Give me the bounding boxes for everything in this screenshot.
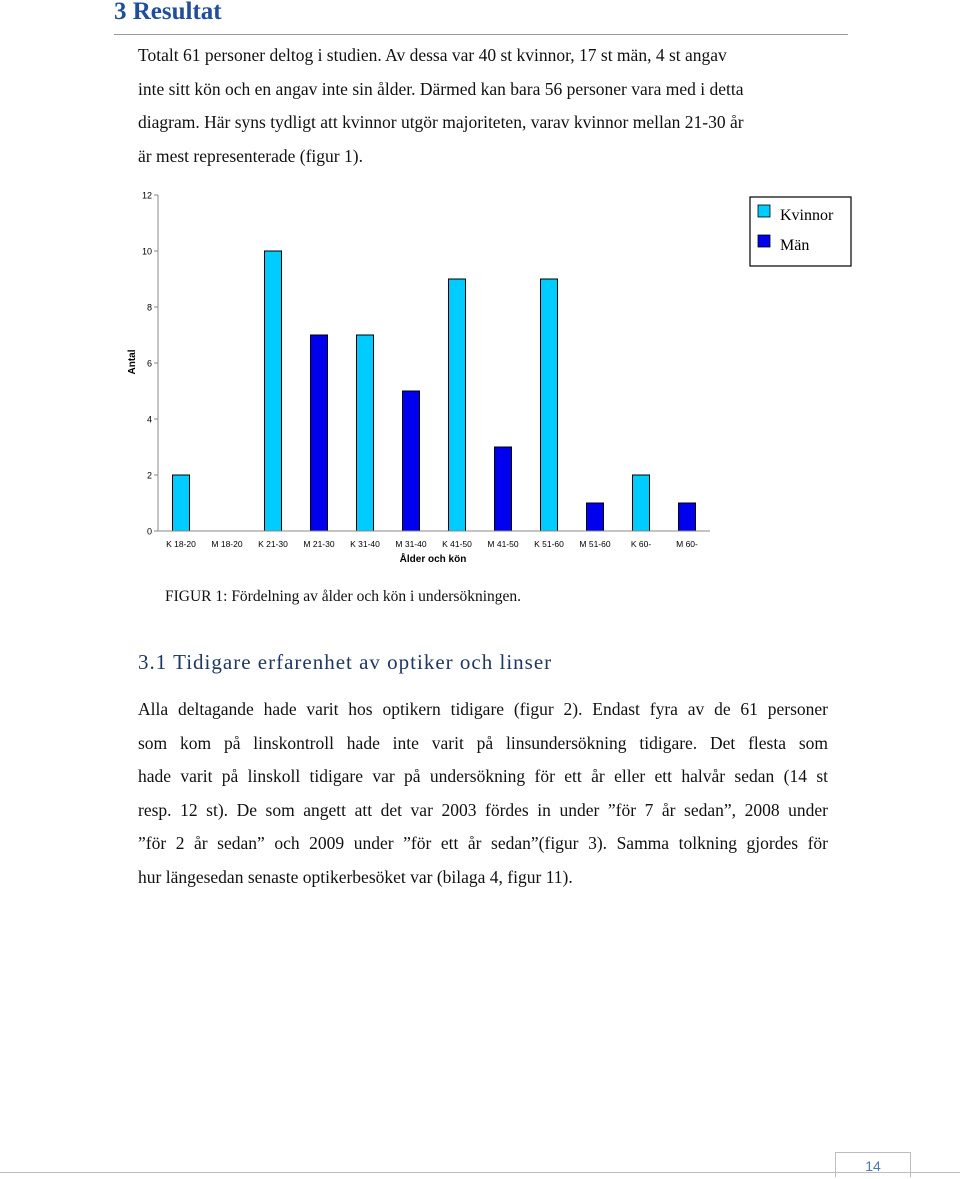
y-tick-label: 6 — [146, 358, 152, 369]
bar-m-41-50 — [495, 447, 512, 531]
legend-swatch-kvinnor — [758, 205, 770, 217]
bar-k-60 — [633, 475, 650, 531]
legend-label-kvinnor: Kvinnor — [780, 207, 834, 224]
bar-m-21-30 — [311, 335, 328, 531]
paragraph-line: resp. 12 st). De som angett att det var 2003 fördes in under ”för 7 år sedan”, 2008 under — [138, 799, 828, 820]
bar-k-21-30 — [265, 251, 282, 531]
x-tick-label: M 60- — [676, 539, 698, 549]
x-axis-label: Ålder och kön — [399, 554, 467, 565]
heading-rule — [114, 34, 848, 35]
paragraph-line: diagram. Här syns tydligt att kvinnor utgör majoriteten, varav kvinnor mellan 21-30 år — [138, 112, 744, 132]
figure-caption: FIGUR 1: Fördelning av ålder och kön i undersökningen. — [165, 588, 522, 605]
bar-m-51-60 — [587, 503, 604, 531]
legend-label-man: Män — [780, 237, 810, 254]
bar-m-31-40 — [403, 391, 420, 531]
y-tick-label: 12 — [141, 190, 152, 201]
y-tick-label: 0 — [146, 526, 152, 537]
bar-k-31-40 — [357, 335, 374, 531]
x-tick-label: K 41-50 — [442, 539, 472, 549]
x-tick-label: M 18-20 — [211, 539, 243, 549]
x-tick-label: K 51-60 — [534, 539, 564, 549]
x-tick-label: K 60- — [630, 539, 652, 549]
y-axis-label: Antal — [127, 349, 138, 375]
paragraph-line: hur längesedan senaste optikerbesöket var (bilaga 4, figur 11). — [138, 866, 573, 887]
paragraph-line: Alla deltagande hade varit hos optikern tidigare (figur 2). Endast fyra av de 61 personer — [138, 699, 828, 719]
paragraph-line: inte sitt kön och en angav inte sin ålder. Därmed kan bara 56 personer vara med i detta — [138, 78, 744, 99]
paragraph-line: Totalt 61 personer deltog i studien. Av dessa var 40 st kvinnor, 17 st män, 4 st angav — [138, 45, 727, 65]
x-tick-label: K 31-40 — [350, 539, 380, 549]
age-gender-bar-chart — [110, 180, 870, 580]
y-tick-label: 8 — [146, 302, 152, 313]
subsection-paragraph — [138, 693, 828, 894]
page-number: 14 — [835, 1152, 911, 1177]
legend-swatch-man — [758, 235, 770, 247]
paragraph-line: ”för 2 år sedan” och 2009 under ”för ett år sedan”(figur 3). Samma tolkning gjordes för — [138, 833, 828, 853]
x-tick-label: M 41-50 — [487, 539, 519, 549]
y-tick-label: 4 — [146, 414, 152, 425]
paragraph-line: är mest representerade (figur 1). — [138, 145, 363, 166]
y-tick-label: 10 — [141, 246, 152, 257]
bar-k-51-60 — [541, 279, 558, 531]
bar-k-41-50 — [449, 279, 466, 531]
bar-k-18-20 — [173, 475, 190, 531]
bar-m-60 — [679, 503, 696, 531]
chart-legend — [750, 197, 851, 266]
section-heading: 3 Resultat — [114, 0, 222, 25]
x-tick-label: K 18-20 — [166, 539, 196, 549]
x-tick-label: M 21-30 — [303, 539, 335, 549]
subsection-heading: 3.1 Tidigare erfarenhet av optiker och linser — [138, 650, 553, 674]
x-tick-label: M 51-60 — [579, 539, 611, 549]
intro-paragraph — [138, 39, 828, 173]
paragraph-line: hade varit på linskoll tidigare var på undersökning för ett år eller ett halvår sedan (14 st — [138, 766, 828, 786]
x-tick-label: M 31-40 — [395, 539, 427, 549]
footer-rule — [0, 1172, 960, 1173]
paragraph-line: som kom på linskontroll hade inte varit på linsundersökning tidigare. Det flesta som — [138, 732, 828, 753]
x-tick-label: K 21-30 — [258, 539, 288, 549]
y-tick-label: 2 — [146, 470, 152, 481]
